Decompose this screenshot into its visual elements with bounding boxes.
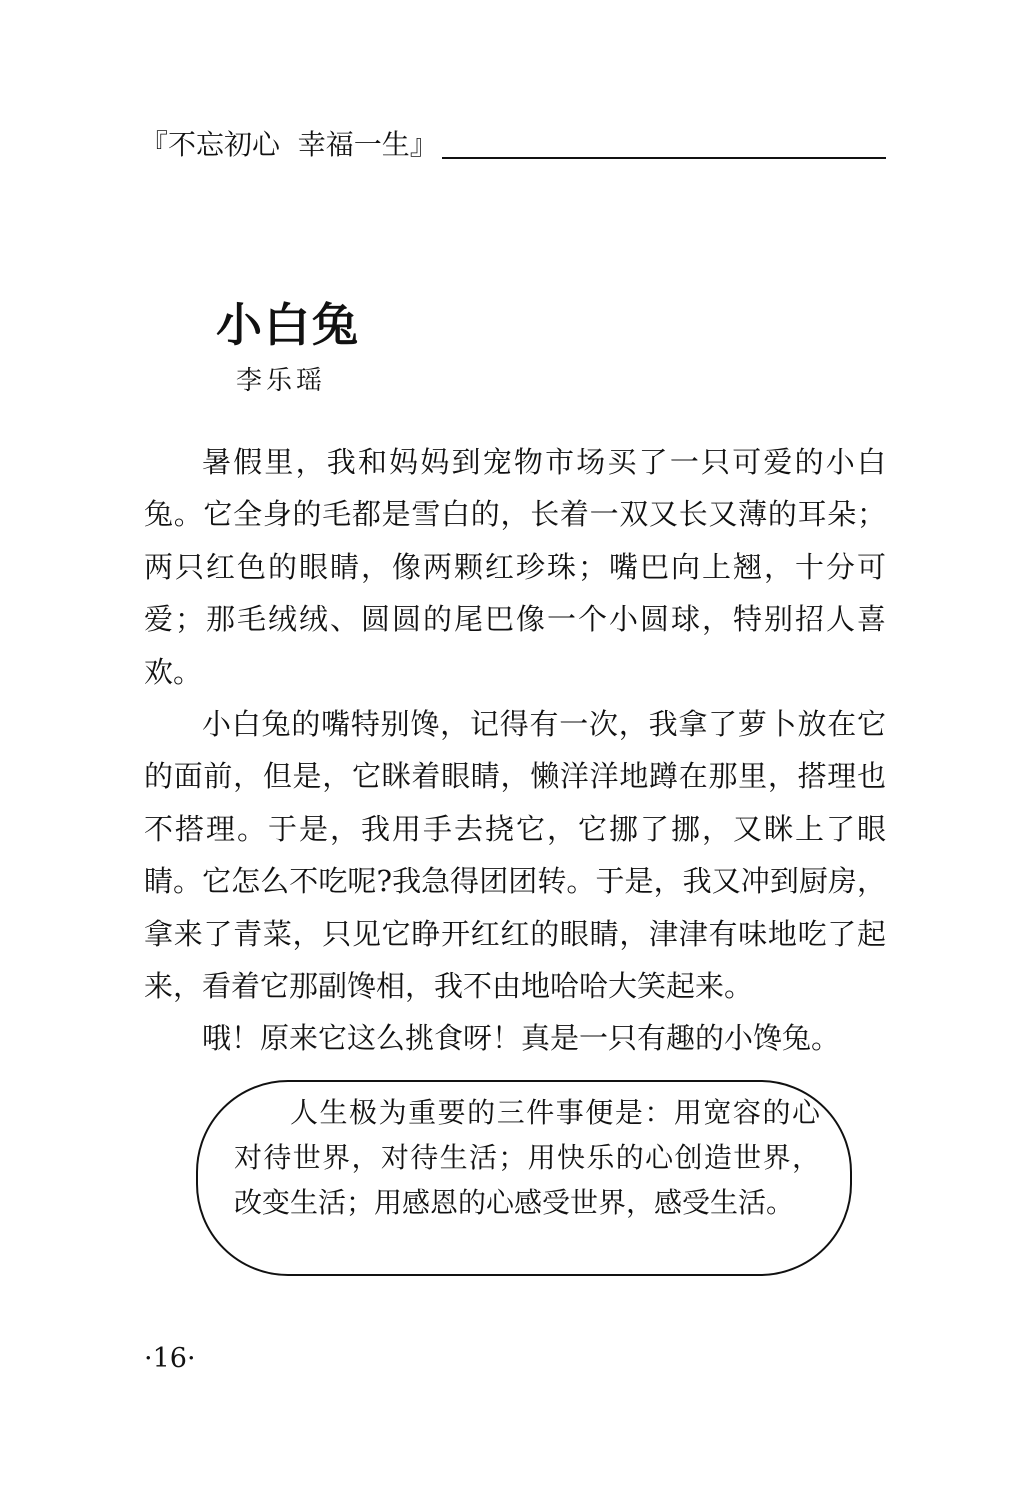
article-author: 李乐瑶 xyxy=(236,366,327,396)
quote-box xyxy=(196,1080,852,1276)
running-header xyxy=(140,122,886,162)
page-number: ·16· xyxy=(144,1343,196,1374)
header-rule xyxy=(442,157,886,159)
body-paragraph: 暑假里，我和妈妈到宠物市场买了一只可爱的小白兔。它全身的毛都是雪白的，长着一双又长又薄的耳朵；两只红色的眼睛，像两颗红珍珠；嘴巴向上翘，十分可爱；那毛绒绒、圆圆的尾巴像一个小圆球，特别招人喜欢。 xyxy=(144,445,886,689)
body-paragraph: 哦！原来它这么挑食呀！真是一只有趣的小馋兔。 xyxy=(202,1021,841,1056)
article-title: 小白兔 xyxy=(216,298,360,352)
quote-text: 人生极为重要的三件事便是：用宽容的心对待世界，对待生活；用快乐的心创造世界，改变生活；用感恩的心感受世界，感受生活。 xyxy=(234,1096,820,1219)
body-paragraph: 小白兔的嘴特别馋，记得有一次，我拿了萝卜放在它的面前，但是，它眯着眼睛，懒洋洋地蹲在那里，搭理也不搭理。于是，我用手去挠它，它挪了挪，又眯上了眼睛。它怎么不吃呢?我急得团团转。于是，我又冲到厨房，拿来了青菜，只见它睁开红红的眼睛，津津有味地吃了起来，看着它那副馋相，我不由地哈哈大笑起来。 xyxy=(144,707,886,1004)
running-header-title: 『不忘初心 幸福一生』 xyxy=(140,128,438,161)
article-body xyxy=(144,436,886,1065)
